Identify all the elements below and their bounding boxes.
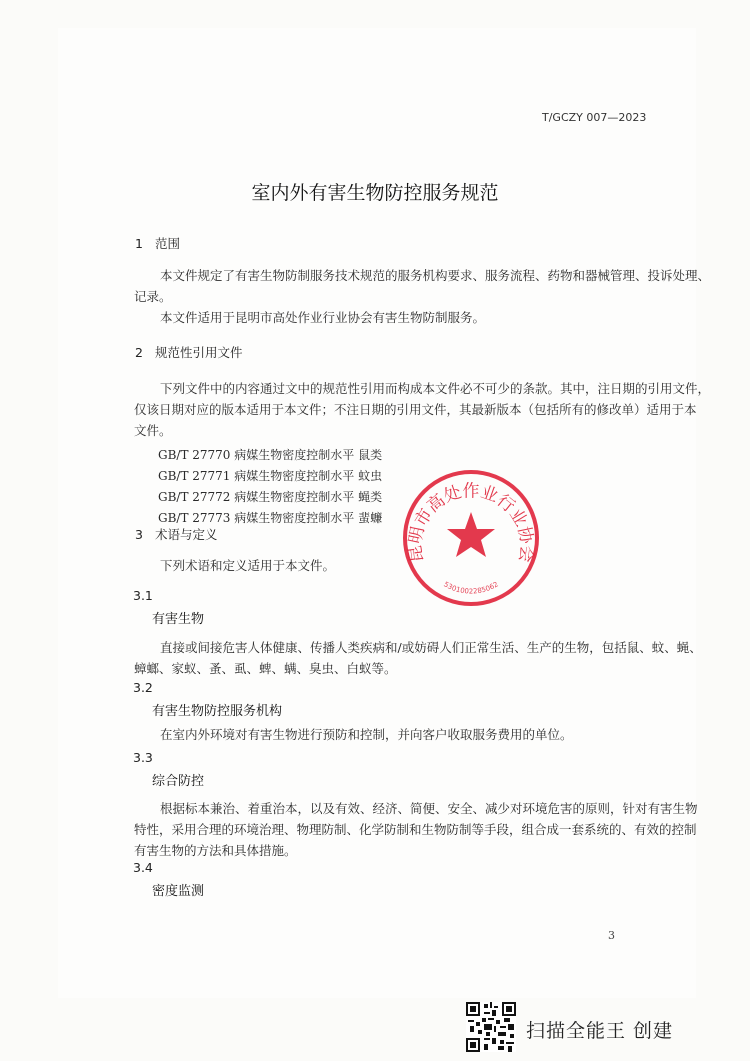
qr-code-icon bbox=[466, 1002, 516, 1052]
scanner-watermark: 扫描全能王 创建 bbox=[526, 1020, 674, 1042]
reference-item: GB/T 27771 病媒生物密度控制水平 蚊虫 bbox=[158, 469, 383, 483]
page-title: 室内外有害生物防控服务规范 bbox=[251, 182, 499, 204]
reference-item: GB/T 27770 病媒生物密度控制水平 鼠类 bbox=[158, 448, 383, 462]
paragraph: 仅该日期对应的版本适用于本文件；不注日期的引用文件，其最新版本（包括所有的修改单）适用于本 bbox=[134, 402, 697, 417]
paragraph: 记录。 bbox=[134, 289, 172, 304]
term-definition: 特性，采用合理的环境治理、物理防制、化学防制和生物防制等手段，组合成一套系统的、有效的控制 bbox=[134, 822, 697, 837]
section-number: 1 bbox=[135, 236, 143, 251]
term-title: 有害生物防控服务机构 bbox=[152, 704, 283, 719]
section-number: 3 bbox=[135, 527, 143, 542]
section-1-heading bbox=[135, 234, 180, 252]
paragraph: 本文件规定了有害生物防制服务技术规范的服务机构要求、服务流程、药物和器械管理、投诉处理、 bbox=[160, 268, 711, 283]
term-definition: 有害生物的方法和具体措施。 bbox=[134, 843, 297, 858]
term-title: 密度监测 bbox=[152, 884, 205, 899]
seal-text: 昆明市高处作业行业协会 bbox=[405, 481, 537, 564]
section-number: 2 bbox=[135, 345, 143, 360]
term-number: 3.3 bbox=[133, 750, 153, 765]
section-3-heading bbox=[135, 525, 218, 543]
reference-item: GB/T 27772 病媒生物密度控制水平 蝇类 bbox=[158, 490, 383, 504]
term-number: 3.2 bbox=[133, 680, 153, 695]
section-title: 规范性引用文件 bbox=[155, 345, 243, 360]
official-seal bbox=[399, 466, 543, 610]
term-number: 3.4 bbox=[133, 860, 153, 875]
paragraph: 文件。 bbox=[134, 423, 172, 438]
seal-code: 5301002285062 bbox=[442, 580, 500, 596]
paragraph: 下列术语和定义适用于本文件。 bbox=[160, 558, 336, 573]
term-number: 3.1 bbox=[133, 588, 153, 603]
paragraph: 下列文件中的内容通过文中的规范性引用而构成本文件必不可少的条款。其中，注日期的引用文件， bbox=[160, 381, 711, 396]
term-title: 综合防控 bbox=[152, 774, 205, 789]
term-definition: 直接或间接危害人体健康、传播人类疾病和/或妨碍人们正常生活、生产的生物，包括鼠、蚊、蝇、 bbox=[160, 640, 702, 655]
doc-number: T/GCZY 007—2023 bbox=[542, 111, 647, 124]
section-title: 范围 bbox=[155, 236, 181, 251]
page-number: 3 bbox=[608, 929, 615, 942]
section-2-heading bbox=[135, 343, 243, 361]
seal-star-icon bbox=[447, 512, 495, 557]
term-definition: 在室内外环境对有害生物进行预防和控制，并向客户收取服务费用的单位。 bbox=[160, 727, 573, 742]
term-title: 有害生物 bbox=[152, 612, 205, 627]
section-title: 术语与定义 bbox=[155, 527, 218, 542]
term-definition: 蟑螂、家蚁、蚤、虱、蜱、螨、臭虫、白蚁等。 bbox=[134, 661, 397, 676]
paragraph: 本文件适用于昆明市高处作业行业协会有害生物防制服务。 bbox=[160, 310, 486, 325]
term-definition: 根据标本兼治、着重治本，以及有效、经济、简便、安全、减少对环境危害的原则，针对有害生物 bbox=[160, 801, 698, 816]
reference-item: GB/T 27773 病媒生物密度控制水平 蜚蠊 bbox=[158, 511, 383, 525]
